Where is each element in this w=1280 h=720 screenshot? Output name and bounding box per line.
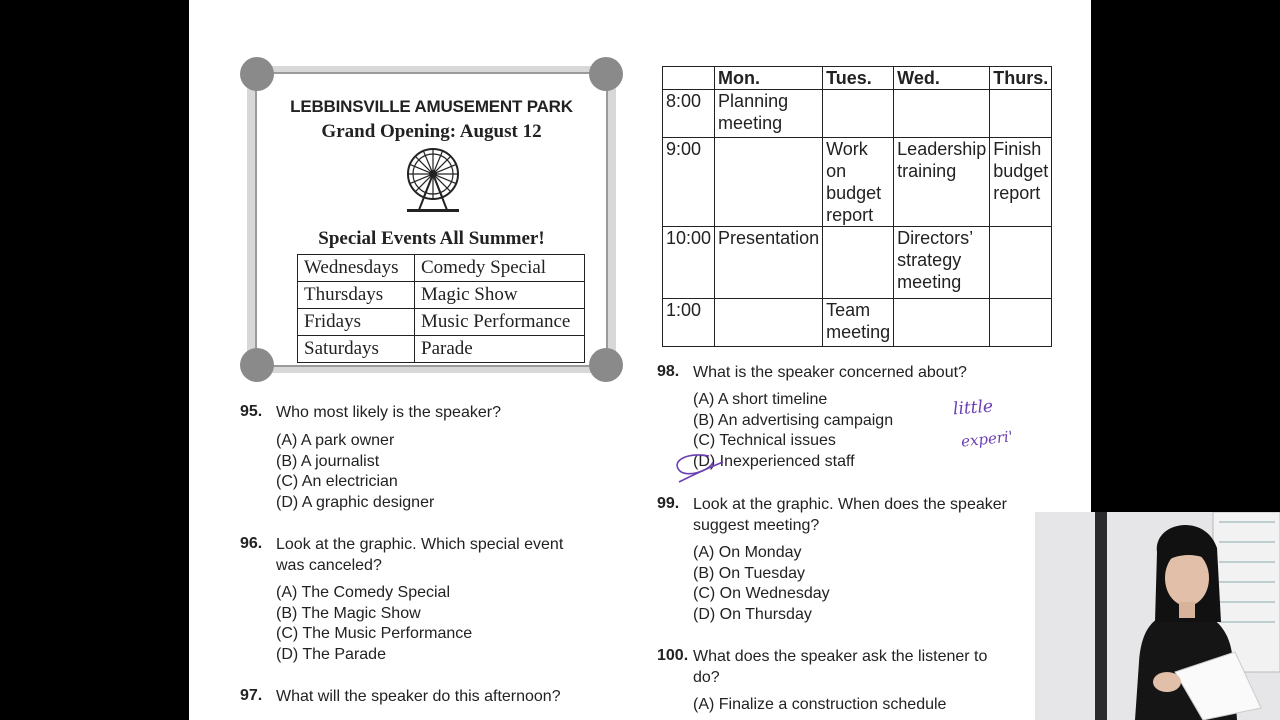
answer-option: (B) An advertising campaign [693,411,894,429]
test-page [189,0,1091,720]
schedule-cell-line: Directors’ [897,228,974,248]
schedule-row [663,299,1052,347]
answer-option: (D) On Thursday [693,605,812,623]
schedule-header: Wed. [894,67,990,90]
schedule-row [663,90,1052,138]
answer-option: (C) The Music Performance [276,625,473,642]
schedule-header [663,67,715,90]
schedule-cell-line: Planning [718,91,789,111]
question-text [693,647,987,688]
question-text [276,535,563,576]
event-name: Music Performance [415,309,585,336]
ferris-wheel-icon [405,148,461,214]
question-number: 100. [657,647,689,664]
question-number: 96. [240,535,263,552]
question-text: Who most likely is the speaker? [276,404,501,421]
poster-corner [240,348,274,382]
answer-options [276,431,434,513]
schedule-time: 9:00 [663,138,715,227]
answer-option: (D) A graphic designer [276,493,435,511]
schedule-time: 8:00 [663,90,715,138]
events-table [297,254,585,363]
event-name: Magic Show [415,282,585,309]
handwritten-note: experi' [960,427,1014,451]
schedule-header: Tues. [823,67,894,90]
poster-corner [589,348,623,382]
schedule-cell [715,90,823,138]
schedule-cell [823,90,894,138]
schedule-cell-line: meeting [826,322,891,342]
schedule-cell [823,299,894,347]
schedule-cell-line: meeting [718,113,783,133]
answer-mark-annotation [669,448,729,490]
event-day: Wednesdays [298,255,415,282]
schedule-header: Thurs. [990,67,1052,90]
schedule-row [663,138,1052,227]
weekly-schedule-table [662,66,1052,347]
table-row [298,336,585,363]
answer-option: (A) The Comedy Special [276,584,450,601]
answer-option: (B) The Magic Show [276,604,421,622]
schedule-cell-line: Presentation [718,228,820,248]
schedule-header: Mon. [715,67,823,90]
question-text-line: Look at the graphic. Which special event [276,536,564,553]
question-text [693,495,1007,536]
question-number: 98. [657,363,680,380]
schedule-cell [894,90,990,138]
poster-title: LEBBINSVILLE AMUSEMENT PARK [290,97,573,116]
answer-option: (C) An electrician [276,473,398,490]
answer-options [693,695,946,716]
schedule-cell-line: Finish [993,139,1042,159]
schedule-time: 1:00 [663,299,715,347]
question-number: 99. [657,495,680,512]
amusement-park-poster [247,66,616,373]
schedule-header-row [663,67,1052,90]
presenter-webcam [1035,512,1280,720]
question-text: What will the speaker do this afternoon? [276,688,561,705]
presenter-video [1035,512,1280,720]
schedule-cell [894,227,990,299]
question-number: 95. [240,403,263,420]
schedule-cell [894,138,990,227]
schedule-cell-line: training [897,161,957,181]
answer-option: (C) Technical issues [693,432,836,449]
schedule-cell [990,138,1052,227]
schedule-cell [990,299,1052,347]
answer-options [693,543,830,625]
table-row [298,255,585,282]
schedule-cell-line: strategy [897,250,962,270]
schedule-cell-line: Team [826,300,871,320]
event-name: Comedy Special [415,255,585,282]
question-text: What is the speaker concerned about? [693,364,967,381]
answer-option: (D) The Parade [276,645,386,663]
schedule-time: 10:00 [663,227,715,299]
poster-corner [589,57,623,91]
answer-option: (A) A short timeline [693,391,828,408]
schedule-cell [715,299,823,347]
answer-option: (C) On Wednesday [693,585,830,602]
schedule-cell [990,227,1052,299]
schedule-cell-line: meeting [897,272,962,292]
question-text-line: suggest meeting? [693,516,820,534]
answer-option: (A) On Monday [693,544,802,561]
schedule-cell [990,90,1052,138]
event-day: Fridays [298,309,415,336]
poster-frame [255,72,608,367]
answer-option: (A) A park owner [276,432,395,449]
schedule-cell-line: budget [993,161,1049,181]
question-text-line: was canceled? [276,556,382,574]
question-number: 97. [240,687,263,704]
question-text-line: do? [693,668,720,686]
schedule-cell [894,299,990,347]
answer-option: (B) On Tuesday [693,564,806,582]
schedule-cell [823,138,894,227]
schedule-cell [823,227,894,299]
question-text-line: Look at the graphic. When does the speaker [693,496,1007,513]
schedule-row [663,227,1052,299]
table-row [298,282,585,309]
answer-option: (A) Finalize a construction schedule [693,696,947,713]
question-text-line: What does the speaker ask the listener to [693,648,988,665]
schedule-cell-line: report [826,205,874,225]
schedule-cell-line: budget [826,183,882,203]
event-day: Saturdays [298,336,415,363]
schedule-cell [715,227,823,299]
schedule-cell-line: report [993,183,1041,203]
handwritten-note: little [952,396,994,420]
poster-special-heading: Special Events All Summer! [318,228,545,249]
poster-corner [240,57,274,91]
answer-options [276,583,472,665]
answer-option: (B) A journalist [276,452,380,470]
schedule-cell-line: Leadership [897,139,987,159]
answer-option: (D) Inexperienced staff [693,452,855,470]
event-day: Thursdays [298,282,415,309]
table-row [298,309,585,336]
poster-subtitle: Grand Opening: August 12 [321,121,542,142]
schedule-cell-line: Work on [826,139,868,181]
event-name: Parade [415,336,585,363]
schedule-cell [715,138,823,227]
